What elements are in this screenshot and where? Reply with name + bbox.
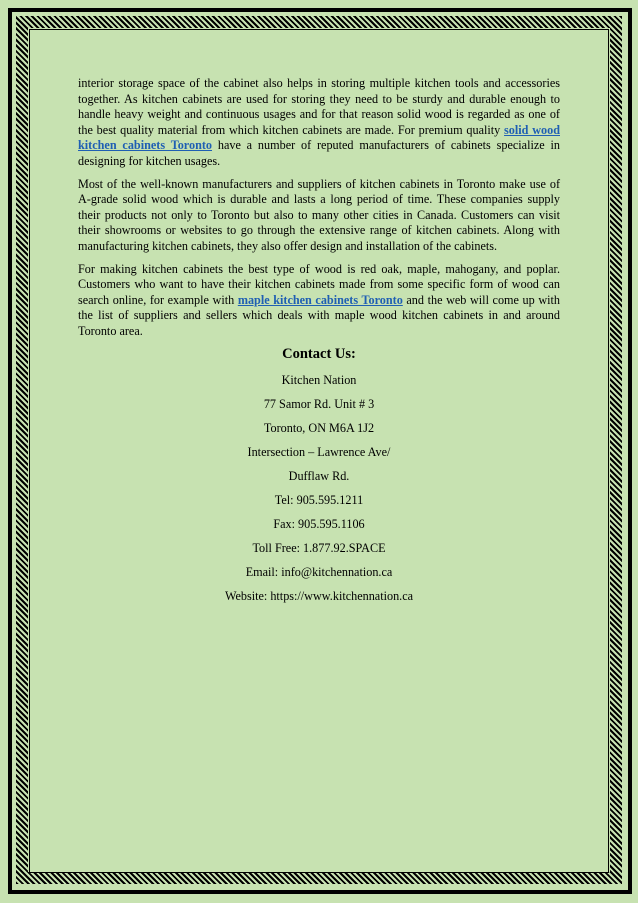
paragraph-1	[78, 76, 560, 170]
contact-address-line1: 77 Samor Rd. Unit # 3	[263, 397, 375, 412]
paragraph-3-text-start: For making kitchen cabinets the best type of wood is red oak, maple, mahogany, and poplar. Customers who want to have their kitchen cabinets made from some specific form of wood can search online, for example with	[78, 261, 560, 307]
paragraph-2: Most of the well-known manufacturers and suppliers of kitchen cabinets in Toronto make use of A-grade solid wood which is durable and lasts a long period of time. These companies supply their products not only to Toronto but also to many other cities in Canada. Customers can visit their showrooms or websites to go through the extensive range of kitchen cabinets. Along with manufacturing kitchen cabinets, they also offer design and installation of the cabinets.	[78, 176, 560, 253]
paragraph-3	[78, 262, 560, 340]
contact-email: Email: info@kitchennation.ca	[245, 565, 393, 580]
contact-intersection-line2: Dufflaw Rd.	[288, 469, 350, 484]
contact-website: Website: https://www.kitchennation.ca	[224, 589, 414, 604]
contact-heading: Contact Us:	[282, 345, 356, 362]
contact-toll-free: Toll Free: 1.877.92.SPACE	[252, 541, 386, 556]
contact-address-line2: Toronto, ON M6A 1J2	[263, 421, 375, 436]
contact-intersection-line1: Intersection – Lawrence Ave/	[247, 445, 391, 460]
contact-company: Kitchen Nation	[281, 373, 357, 388]
paragraph-3-text-end: and the web will come up with the list of suppliers and sellers which deals with maple wood kitchen cabinets in and around Toronto area.	[78, 292, 561, 338]
document-body	[78, 76, 560, 612]
paragraph-1-text-end: have a number of reputed manufacturers of cabinets specialize in designing for kitchen usages.	[78, 138, 560, 168]
contact-tel: Tel: 905.595.1211	[274, 493, 364, 508]
contact-fax: Fax: 905.595.1106	[273, 517, 365, 532]
solid-wood-kitchen-cabinets-link[interactable]: solid wood kitchen cabinets Toronto	[78, 122, 560, 153]
paragraph-1-text-start: interior storage space of the cabinet also helps in storing multiple kitchen tools and accessories together. As kitchen cabinets are used for storing they need to be sturdy and durable enough to handle heavy weight and continuous usages and for that reason solid wood is regarded as one of the best quality material from which kitchen cabinets are made. For premium quality	[78, 76, 560, 137]
maple-kitchen-cabinets-link[interactable]: maple kitchen cabinets Toronto	[237, 292, 403, 307]
contact-section	[78, 347, 560, 605]
